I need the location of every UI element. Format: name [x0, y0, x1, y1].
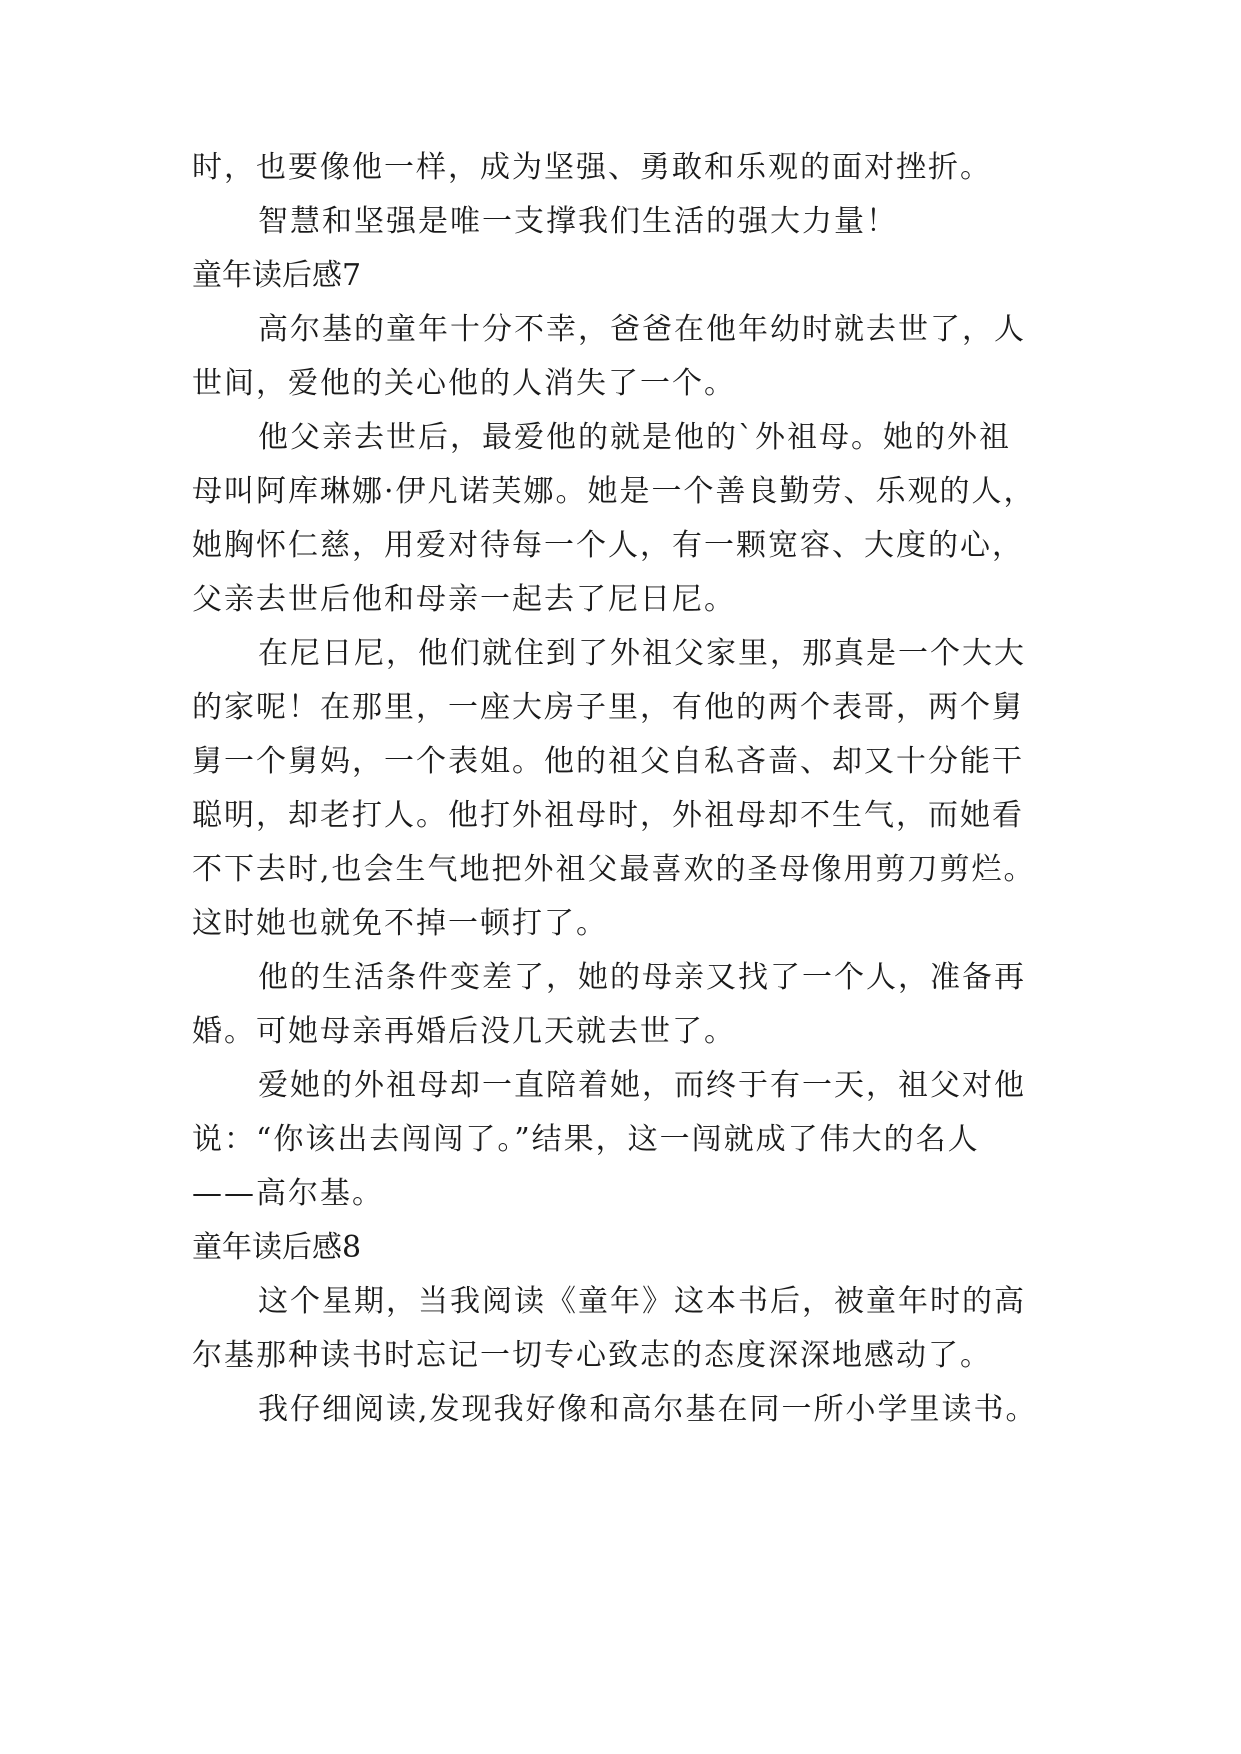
text-line: 尔基那种读书时忘记一切专心致志的态度深深地感动了。	[192, 1338, 992, 1373]
text-line: 聪明，却老打人。他打外祖母时，外祖母却不生气，而她看	[192, 798, 1024, 833]
text-line: 婚。可她母亲再婚后没几天就去世了。	[192, 1014, 736, 1049]
text-line: 的家呢！在那里，一座大房子里，有他的两个表哥，两个舅	[192, 690, 1024, 725]
text-line: 高尔基的童年十分不幸，爸爸在他年幼时就去世了，人	[258, 312, 1026, 347]
text-line: 母叫阿库琳娜·伊凡诺芙娜。她是一个善良勤劳、乐观的人，	[192, 474, 1036, 509]
text-line: 他的生活条件变差了，她的母亲又找了一个人，准备再	[258, 960, 1026, 995]
text-line: 这个星期，当我阅读《童年》这本书后，被童年时的高	[258, 1284, 1026, 1319]
text-line: 说：“你该出去闯闯了。”结果，这一闯就成了伟大的名人	[192, 1122, 980, 1157]
section-heading: 童年读后感7	[192, 258, 362, 293]
text-line: 她胸怀仁慈，用爱对待每一个人，有一颗宽容、大度的心，	[192, 528, 1024, 563]
text-line: 智慧和坚强是唯一支撑我们生活的强大力量！	[258, 204, 898, 239]
text-line: 在尼日尼，他们就住到了外祖父家里，那真是一个大大	[258, 636, 1026, 671]
text-line: 我仔细阅读,发现我好像和高尔基在同一所小学里读书。	[258, 1392, 1038, 1427]
text-line: 不下去时,也会生气地把外祖父最喜欢的圣母像用剪刀剪烂。	[192, 852, 1036, 887]
text-line: 父亲去世后他和母亲一起去了尼日尼。	[192, 582, 736, 617]
text-line: 时，也要像他一样，成为坚强、勇敢和乐观的面对挫折。	[192, 150, 992, 185]
section-heading: 童年读后感8	[192, 1230, 362, 1265]
text-line: 舅一个舅妈，一个表姐。他的祖父自私吝啬、却又十分能干	[192, 744, 1024, 779]
text-line: 他父亲去世后，最爱他的就是他的`外祖母。她的外祖	[258, 420, 1011, 455]
text-line: 世间，爱他的关心他的人消失了一个。	[192, 366, 736, 401]
text-line: 爱她的外祖母却一直陪着她，而终于有一天，祖父对他	[258, 1068, 1026, 1103]
text-line: ——高尔基。	[192, 1176, 384, 1211]
text-line: 这时她也就免不掉一顿打了。	[192, 906, 608, 941]
